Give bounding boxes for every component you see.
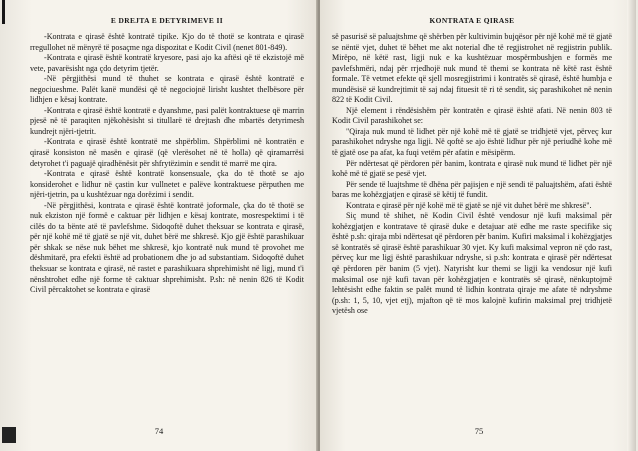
paragraph: -Kontrata e qirasë është kontratë konsensuale, çka do të thotë se ajo konsiderohet e lidhur në çastin kur vullnetet e palëve kontraktuese përputhen me njëri-tjetrin, pa u kushtëzuar nga dorëzimi i sendit. xyxy=(30,169,304,200)
paragraph: së pasurisë së paluajtshme që shërben për kultivimin bujqësor për një kohë më të gjatë se nëntë vjet, duhet të bëhet me akt noterial dhe të regjistrohet në regjistrin publik. Mirëpo, në këtë rast, ligji nuk e ka kushtëzuar mospërmbushjen e formës me pavlefshmëri, ndaj për rrjedhojë nuk mund të themi se kontrata në këtë rast është formale. Të vetmet efekte që sjell mosregjistrimi i kontratës së qirasë, është humbja e mundësisë së kundrejtimit të saj ndaj fituesit të ri të sendit, siç parashikohet në nenin 822 të Kodit Civil. xyxy=(332,32,612,105)
paragraph: -Kontrata e qirasë është kontratë me shpërblim. Shpërblimi në kontratën e qirasë konsiston në masën e qirasë (që vlerësohet në të holla) që qiramarrësi detyrohet t'i paguajë qiradhënësit për shfrytëzimin e sendit të marrë me qira. xyxy=(30,137,304,168)
paragraph: -Kontrata e qirasë është kontratë e dyanshme, pasi palët kontraktuese që marrin pjesë në të paraqiten njëkohësisht si titullarë të drejtash dhe mbartës detyrimesh kundrejt njëri-tjetrit. xyxy=(30,105,304,136)
page-number: 75 xyxy=(474,426,484,436)
paragraph: -Kontrata e qirasë është kontratë tipike. Kjo do të thotë se kontrata e qirasë rregullohet në mënyrë të posaçme nga dispozitat e Kodit Civil (nenet 801-849). xyxy=(30,32,304,52)
paragraph: Një element i rëndësishëm për kontratën e qirasë është afati. Në nenin 803 të Kodit Civil parashikohet se: xyxy=(332,105,612,126)
quote-paragraph: Për ndërtesat që përdoren për banim, kontrata e qirasë nuk mund të lidhet për një kohë më të gjatë se pesë vjet. xyxy=(332,158,612,179)
body-text xyxy=(332,32,612,317)
paragraph: -Në përgjithësi, kontrata e qirasë është kontratë joformale, çka do të thotë se nuk ekziston një formë e caktuar për lidhjen e kësaj kontrate, mosrespektimi i të cilës do ta bënte atë të pavlefshme. Sidoqoftë duhet theksuar se kontrata e qirasë, për një kohë më të gjatë se një vit, duhet bërë me shkresë. Kjo gjë është parashikuar për shkak se nëse nuk bëhet me shkresë, kjo kontratë nuk mund të provohet me dëshmitarë, pra efekti është ad probationem dhe jo ad substantiam. Sidoqoftë duhet theksuar se kontrata e qirasë, në rastet e parashikuara shprehimisht në ligj, mund t'i nënshtrohet edhe një forme të caktuar shprehimisht. P.sh: në nenin 826 të Kodit Civil përcaktohet se kontrata e qirasë xyxy=(30,200,304,295)
running-head: KONTRATA E QIRASE xyxy=(429,16,515,25)
paragraph: -Kontrata e qirasë është kontratë kryesore, pasi ajo ka aftësi që të ekzistojë më vete, pavarësisht nga çdo detyrim tjetër. xyxy=(30,53,304,73)
quote-paragraph: Kontrata e qirasë për një kohë më të gjatë se një vit duhet bërë me shkresë". xyxy=(346,200,592,210)
body-text xyxy=(30,32,304,296)
left-page xyxy=(0,0,318,451)
running-head: E DREJTA E DETYRIMEVE II xyxy=(110,16,224,25)
quote-paragraph: "Qiraja nuk mund të lidhet për një kohë më të gjatë se tridhjetë vjet, përveç kur parashikohet ndryshe nga ligji. Në qoftë se ajo është lidhur për një periudhë kohe më të gjatë ose pa afat, ka fuqi vetëm për afatin e mësipërm. xyxy=(332,126,612,158)
paragraph: -Në përgjithësi mund të thuhet se kontrata e qirasë është kontratë e negociueshme. Palët kanë mundësi që të negociojnë lirisht kushtet thelbësore për lidhjen e kësaj kontrate. xyxy=(30,74,304,105)
scan-edge-mark xyxy=(627,0,636,451)
quote-paragraph: Për sende të luajtshme të dhëna për pajisjen e një sendi të paluajtshëm, afati është baras me kohëzgjatjen e qirasë së këtij të fundit. xyxy=(332,179,612,200)
right-page xyxy=(320,0,638,451)
page-number: 74 xyxy=(154,426,164,436)
paragraph: Siç mund të shihet, në Kodin Civil është vendosur një kufi maksimal për kohëzgjatjen e kontratave të qirasë duke e detajuar atë edhe me raste specifike siç është p.sh: qiraja mbi ndërtesat që përdoren për banim. Kufiri maksimal i kohëzgjatjes së kontratës së qirasë është parashikuar 30 vjet. Ky kufi maksimal vepron në çdo rast, përveç kur me ligj është parashikuar ndryshe, si p.sh: kontrata e qirasë për ndërtesat që përdoren për banim (5 vjet). Natyrisht kur themi se ligji ka vendosur një kufi maksimal ose një kufi tavan për kohëzgjatjen e kontratës së qirasë, nënkuptojmë lehtësisht edhe faktin se palët mund të lidhin kontrata qiraje me afate të ndryshme (p.sh: 1, 5, 10, vjet etj), mjafton që të mos kalojnë kufirin maksimal prej tridhjetë vjetësh ose xyxy=(332,211,612,316)
scan-edge-mark xyxy=(2,0,5,24)
